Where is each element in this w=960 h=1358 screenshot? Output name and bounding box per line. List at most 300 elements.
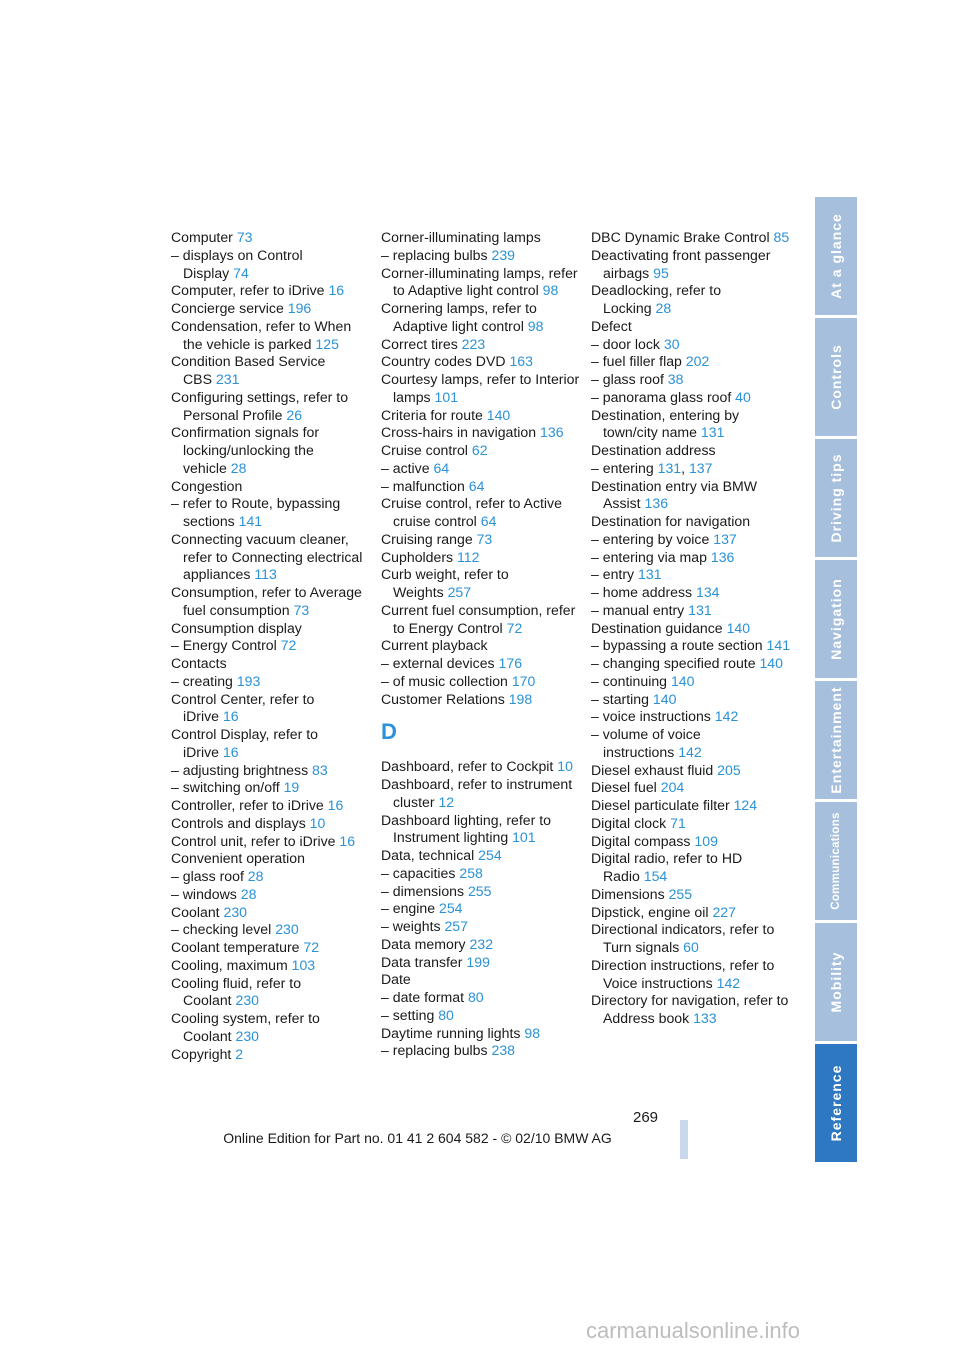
index-term: – entering [591, 459, 654, 476]
index-term: Cooling, maximum [171, 956, 288, 973]
index-term: Defect [591, 317, 632, 334]
index-entry: – entering 131, 137 [591, 459, 713, 476]
index-entry [171, 886, 371, 904]
index-term: Copyright [171, 1045, 232, 1062]
page-link[interactable]: 98 [524, 1024, 541, 1041]
index-term: – adjusting brightness [171, 761, 309, 778]
index-entry [381, 602, 581, 638]
index-term: Date [381, 971, 411, 988]
index-entry [381, 265, 581, 301]
page-link[interactable]: 40 [735, 388, 751, 405]
index-term: Control unit, refer to iDrive [171, 832, 336, 849]
index-term: Contacts [171, 655, 227, 671]
index-entry [171, 957, 371, 975]
index-entry [591, 637, 791, 655]
index-term: – active [381, 459, 430, 476]
index-term: – changing specified route [591, 655, 756, 671]
page-link[interactable]: 204 [660, 779, 685, 796]
index-entry [171, 584, 371, 620]
index-term: Computer, refer to iDrive [171, 282, 325, 299]
page-link[interactable]: 30 [663, 335, 680, 352]
index-term: Current playback [381, 637, 488, 654]
index-entry [171, 247, 371, 283]
index-entry [171, 424, 371, 477]
page-link[interactable]: 227 [712, 903, 736, 920]
page-link[interactable]: 154 [643, 868, 668, 884]
index-term: Corner-illuminating lamps, refer to Adaptive light control [381, 264, 578, 299]
index-entry [591, 762, 791, 780]
page-link[interactable]: 230 [235, 1027, 260, 1044]
page-link[interactable]: 258 [459, 864, 483, 881]
page-link[interactable]: 230 [275, 921, 299, 938]
index-entry [381, 655, 581, 673]
index-term: Cruise control [381, 442, 468, 458]
index-term: Control Display, refer to iDrive [171, 726, 318, 760]
page-link[interactable]: 72 [303, 939, 320, 955]
page-link[interactable]: 134 [696, 584, 720, 600]
index-term: Destination entry via BMW Assist [591, 477, 758, 512]
index-entry [171, 921, 371, 939]
index-entry [591, 566, 791, 584]
index-term: – entering via map [591, 548, 707, 565]
page-link[interactable]: 28 [247, 868, 264, 884]
index-term: Deadlocking, refer to Locking [591, 282, 722, 316]
page-link[interactable]: 80 [438, 1006, 454, 1023]
index-entry [381, 407, 581, 425]
index-entry [591, 921, 791, 957]
index-entry [591, 779, 791, 797]
index-term: DBC Dynamic Brake Control [591, 229, 770, 245]
page-link[interactable]: 140 [652, 690, 677, 707]
page-link[interactable]: 133 [693, 1010, 717, 1026]
index-entry [381, 883, 581, 901]
index-term: Coolant temperature [171, 939, 300, 955]
index-entry [591, 708, 791, 726]
page-link[interactable]: 16 [327, 797, 344, 813]
index-column-2 [381, 229, 581, 1060]
index-entry [381, 900, 581, 918]
index-term: Cruising range [381, 530, 473, 547]
page-link[interactable]: 2 [235, 1045, 244, 1062]
page-link[interactable]: 64 [433, 459, 450, 476]
index-entry [381, 1042, 581, 1060]
index-term: Country codes DVD [381, 353, 506, 370]
index-entry [381, 353, 581, 371]
tab-label: At a glance [828, 213, 844, 299]
tab-driving-tips[interactable] [815, 439, 857, 557]
page-link[interactable]: 101 [434, 388, 459, 405]
index-term: Condensation, refer to When the vehicle is parked [171, 317, 352, 352]
page-link[interactable]: 257 [444, 918, 468, 934]
tab-label: Mobility [828, 951, 844, 1013]
index-entry [171, 673, 371, 691]
index-term: Controller, refer to iDrive [171, 797, 324, 813]
page-link[interactable]: 198 [508, 690, 533, 707]
index-term: Destination for navigation [591, 513, 751, 529]
page-link[interactable]: 28 [230, 459, 247, 476]
index-entry [381, 549, 581, 567]
index-entry [381, 424, 581, 442]
page-link[interactable]: 254 [439, 900, 463, 917]
page-link[interactable]: 60 [683, 939, 699, 955]
index-entry [591, 229, 791, 247]
index-term: Destination address [591, 442, 716, 458]
page-link[interactable]: 254 [478, 847, 502, 863]
index-term: Cornering lamps, refer to Adaptive light control [381, 300, 537, 334]
page-link[interactable]: 74 [233, 264, 249, 281]
index-entry [591, 282, 791, 318]
index-term: Daytime running lights [381, 1024, 521, 1041]
index-entry [591, 353, 791, 371]
index-entry [171, 726, 371, 762]
page-link[interactable]: 85 [773, 229, 790, 245]
index-entry [591, 531, 791, 549]
index-term: – door lock [591, 335, 660, 352]
index-term: Concierge service [171, 300, 284, 316]
index-term: Customer Relations [381, 690, 505, 707]
index-entry [591, 850, 791, 886]
tab-communications[interactable] [815, 802, 857, 920]
index-term: Consumption, refer to Average fuel consumption [171, 584, 362, 618]
index-term: – voice instructions [591, 708, 711, 725]
page-link[interactable]: 72 [280, 637, 297, 654]
index-entry [171, 850, 371, 868]
index-term: – glass roof [591, 371, 664, 387]
page-link[interactable]: 131 [638, 566, 662, 583]
index-entry [381, 865, 581, 883]
index-entry [591, 602, 791, 620]
index-term: Directory for navigation, refer to Address book [591, 992, 789, 1026]
index-entry [591, 655, 791, 673]
page-link[interactable]: 125 [315, 335, 339, 352]
index-entry [381, 989, 581, 1007]
index-entry [381, 566, 581, 602]
index-term: Destination guidance [591, 619, 723, 636]
index-entry [591, 247, 791, 283]
index-term: – replacing bulbs [381, 246, 488, 263]
index-term: Corner-illuminating lamps [381, 229, 541, 245]
tab-mobility[interactable] [815, 923, 857, 1041]
index-entry [591, 673, 791, 691]
page-link[interactable]: 98 [527, 317, 544, 334]
page-link[interactable]: 72 [506, 619, 523, 636]
page-link[interactable]: 205 [717, 761, 741, 778]
page-link[interactable]: 140 [670, 672, 695, 689]
page-link[interactable]: 136 [540, 424, 564, 441]
tab-entertainment[interactable] [815, 681, 857, 799]
index-entry [591, 371, 791, 389]
index-term: Convenient operation [171, 850, 305, 867]
index-term: – checking level [171, 921, 272, 938]
page-link[interactable]: 83 [312, 761, 328, 778]
page-link[interactable]: 140 [726, 619, 751, 636]
index-term: – malfunction [381, 477, 465, 494]
index-term: – weights [381, 918, 441, 934]
index-entry [381, 847, 581, 865]
index-column-1 [171, 229, 371, 1063]
index-term: – manual entry [591, 601, 685, 618]
index-entry [171, 904, 371, 922]
index-entry [591, 442, 791, 460]
index-term: Computer [171, 229, 233, 245]
index-entry [591, 584, 791, 602]
index-term: – continuing [591, 672, 668, 689]
page-link[interactable]: 199 [466, 953, 490, 970]
index-term: – engine [381, 900, 436, 917]
index-entry [171, 282, 371, 300]
page-link[interactable]: 113 [254, 566, 277, 583]
index-entry [171, 833, 371, 851]
page-link[interactable]: 62 [471, 442, 488, 458]
page-link[interactable]: 170 [511, 672, 536, 689]
index-term: – refer to Route, bypassing sections [171, 495, 341, 529]
index-entry [171, 620, 371, 638]
page-link[interactable]: 176 [498, 655, 523, 671]
index-term: Courtesy lamps, refer to Interior lamps [381, 371, 580, 405]
index-term: Condition Based Service CBS [171, 353, 326, 387]
page-link[interactable]: 196 [287, 300, 312, 316]
page-link[interactable]: 16 [328, 282, 345, 299]
index-term: – date format [381, 989, 465, 1005]
index-term: – dimensions [381, 882, 465, 899]
index-entry [381, 918, 581, 936]
index-entry [591, 815, 791, 833]
index-term: Digital compass [591, 832, 691, 849]
index-entry [381, 336, 581, 354]
index-entry [171, 229, 371, 247]
index-entry [591, 691, 791, 709]
page-link[interactable]: 73 [236, 229, 253, 245]
page-link[interactable]: 10 [557, 758, 573, 775]
page-link[interactable]: 163 [509, 353, 533, 370]
tab-label: Communications [830, 812, 842, 910]
index-entry [381, 776, 581, 812]
index-entry [381, 673, 581, 691]
page-link[interactable]: 109 [694, 832, 718, 849]
page-link[interactable]: 140 [486, 406, 511, 423]
page-link[interactable]: 131 [688, 601, 712, 618]
page-link[interactable]: 257 [447, 584, 472, 600]
page-link[interactable]: 230 [223, 903, 248, 920]
page-link[interactable]: 95 [653, 264, 669, 281]
tab-reference[interactable] [815, 1044, 857, 1162]
page-link[interactable]: 255 [668, 885, 693, 902]
index-term: Correct tires [381, 335, 458, 352]
index-term: Digital radio, refer to HD Radio [591, 850, 743, 884]
index-entry [381, 371, 581, 407]
page-link[interactable]: 112 [457, 548, 480, 565]
page-link[interactable]: 38 [667, 371, 684, 387]
index-entry [591, 336, 791, 354]
tab-label: Reference [828, 1064, 844, 1142]
tab-label: Entertainment [828, 686, 844, 794]
index-entry [381, 758, 581, 776]
index-term: – switching on/off [171, 779, 280, 796]
index-entry [171, 300, 371, 318]
index-entry [381, 531, 581, 549]
index-term: Consumption display [171, 619, 302, 636]
index-entry [171, 1046, 371, 1064]
page-link[interactable]: 193 [236, 672, 261, 689]
index-entry [381, 954, 581, 972]
index-term: Coolant [171, 903, 220, 920]
page-link[interactable]: 16 [339, 832, 356, 849]
index-entry [381, 936, 581, 954]
index-term: – panorama glass roof [591, 388, 732, 405]
tab-label: Navigation [828, 578, 844, 660]
page-link[interactable]: 137 [688, 459, 713, 476]
page-link[interactable]: 12 [438, 793, 455, 810]
index-entry [171, 389, 371, 425]
index-entry [381, 300, 581, 336]
index-term: Congestion [171, 477, 243, 494]
index-entry [591, 992, 791, 1028]
index-term: Cooling fluid, refer to Coolant [171, 974, 302, 1009]
page-link[interactable]: 142 [716, 974, 741, 991]
index-entry [381, 812, 581, 848]
page-link[interactable]: 141 [238, 513, 263, 529]
index-term: Data memory [381, 935, 466, 952]
page-link[interactable]: 231 [215, 371, 240, 387]
page-link[interactable]: 64 [480, 513, 497, 529]
index-term: – fuel filler flap [591, 353, 682, 370]
watermark: carmanualsonline.info [586, 1318, 801, 1343]
page-link[interactable]: 103 [291, 956, 316, 973]
index-entry [171, 779, 371, 797]
index-term: – volume of voice instructions [591, 726, 701, 760]
page-link[interactable]: 64 [468, 477, 485, 494]
index-term: Current fuel consumption, refer to Energy Control [381, 601, 576, 636]
index-entry [171, 868, 371, 886]
index-term: – setting [381, 1006, 435, 1023]
page-link[interactable]: 142 [714, 708, 739, 725]
page-link[interactable]: 16 [222, 743, 239, 760]
index-term: Dimensions [591, 885, 665, 902]
index-term: Dashboard lighting, refer to Instrument lighting [381, 811, 552, 846]
page-link[interactable]: 98 [542, 282, 559, 299]
index-term: Dashboard, refer to instrument cluster [381, 776, 573, 810]
page-link[interactable]: 10 [309, 814, 326, 831]
tab-controls[interactable] [815, 318, 857, 436]
index-term: Curb weight, refer to Weights [381, 566, 509, 600]
index-term: – Energy Control [171, 637, 277, 654]
page-link[interactable]: 141 [766, 637, 791, 654]
page-link[interactable]: 136 [644, 495, 669, 512]
index-term: – windows [171, 885, 237, 902]
index-term: Cross-hairs in navigation [381, 424, 537, 441]
index-entry [591, 726, 791, 762]
page-link[interactable]: 101 [512, 829, 536, 846]
index-entry [381, 691, 581, 709]
index-entry [591, 318, 791, 336]
index-term: Connecting vacuum cleaner, refer to Connecting electrical appliances [171, 530, 363, 583]
page-link[interactable]: 26 [286, 406, 303, 423]
index-entry [171, 353, 371, 389]
index-entry [591, 389, 791, 407]
page-link[interactable]: 140 [759, 655, 783, 671]
page-link[interactable]: 80 [467, 989, 484, 1005]
index-entry [591, 886, 791, 904]
index-column-3 [591, 229, 791, 1028]
page-link[interactable]: 202 [685, 353, 710, 370]
index-entry [171, 939, 371, 957]
tab-label: Controls [828, 344, 844, 410]
index-entry [591, 513, 791, 531]
index-term: Cupholders [381, 548, 454, 565]
index-term: – bypassing a route section [591, 637, 763, 654]
index-term: – external devices [381, 655, 495, 671]
tab-at-a-glance[interactable] [815, 197, 857, 315]
index-entry [381, 460, 581, 478]
index-term: – glass roof [171, 868, 244, 884]
page-link[interactable]: 136 [710, 548, 735, 565]
index-term: Cruise control, refer to Active cruise control [381, 495, 562, 529]
page-link[interactable]: 131 [657, 459, 682, 476]
tab-navigation[interactable] [815, 560, 857, 678]
index-term: Data, technical [381, 847, 475, 863]
index-entry [171, 318, 371, 354]
index-entry [171, 762, 371, 780]
index-term: Dipstick, engine oil [591, 903, 709, 920]
page-link[interactable]: 223 [461, 335, 486, 352]
index-term: Diesel fuel [591, 779, 657, 796]
index-term: Digital clock [591, 814, 667, 831]
index-entry [381, 971, 581, 989]
page-link[interactable]: 230 [235, 992, 260, 1009]
tab-label: Driving tips [828, 453, 844, 543]
index-entry [591, 833, 791, 851]
page-link[interactable]: 142 [678, 743, 702, 760]
index-term: Directional indicators, refer to Turn signals [591, 921, 775, 955]
page-link[interactable]: 137 [713, 530, 737, 547]
page-link[interactable]: 73 [293, 601, 310, 618]
page-link[interactable]: 131 [700, 424, 725, 441]
index-term: Diesel particulate filter [591, 797, 730, 813]
page-link[interactable]: 19 [283, 779, 300, 796]
index-term: – capacities [381, 864, 456, 881]
index-entry [591, 904, 791, 922]
page-link[interactable]: 16 [222, 708, 239, 725]
page-link[interactable]: 124 [733, 797, 758, 813]
index-term: – of music collection [381, 672, 508, 689]
page-link[interactable]: 232 [469, 935, 494, 952]
index-entry [171, 655, 371, 673]
page-link[interactable]: 28 [240, 885, 257, 902]
page-link[interactable]: 239 [491, 246, 515, 263]
index-entry [171, 637, 371, 655]
page-link[interactable]: 71 [670, 814, 686, 831]
index-term: Criteria for route [381, 406, 483, 423]
index-entry [381, 247, 581, 265]
index-term: Control Center, refer to iDrive [171, 690, 315, 725]
index-term: Diesel exhaust fluid [591, 761, 714, 778]
index-term: Dashboard, refer to Cockpit [381, 758, 554, 775]
index-entry [171, 975, 371, 1011]
page-link[interactable]: 255 [467, 882, 492, 899]
index-entry [381, 1007, 581, 1025]
page-link[interactable]: 73 [476, 530, 493, 547]
index-term: Data transfer [381, 953, 463, 970]
index-entry [591, 549, 791, 567]
index-term: – entry [591, 566, 635, 583]
index-entry [171, 815, 371, 833]
index-term: – creating [171, 672, 233, 689]
index-entry [171, 691, 371, 727]
index-term: Deactivating front passenger airbags [591, 246, 771, 281]
page-link[interactable]: 28 [655, 300, 672, 316]
page-link[interactable]: 238 [491, 1042, 515, 1059]
index-term: – entering by voice [591, 530, 710, 547]
